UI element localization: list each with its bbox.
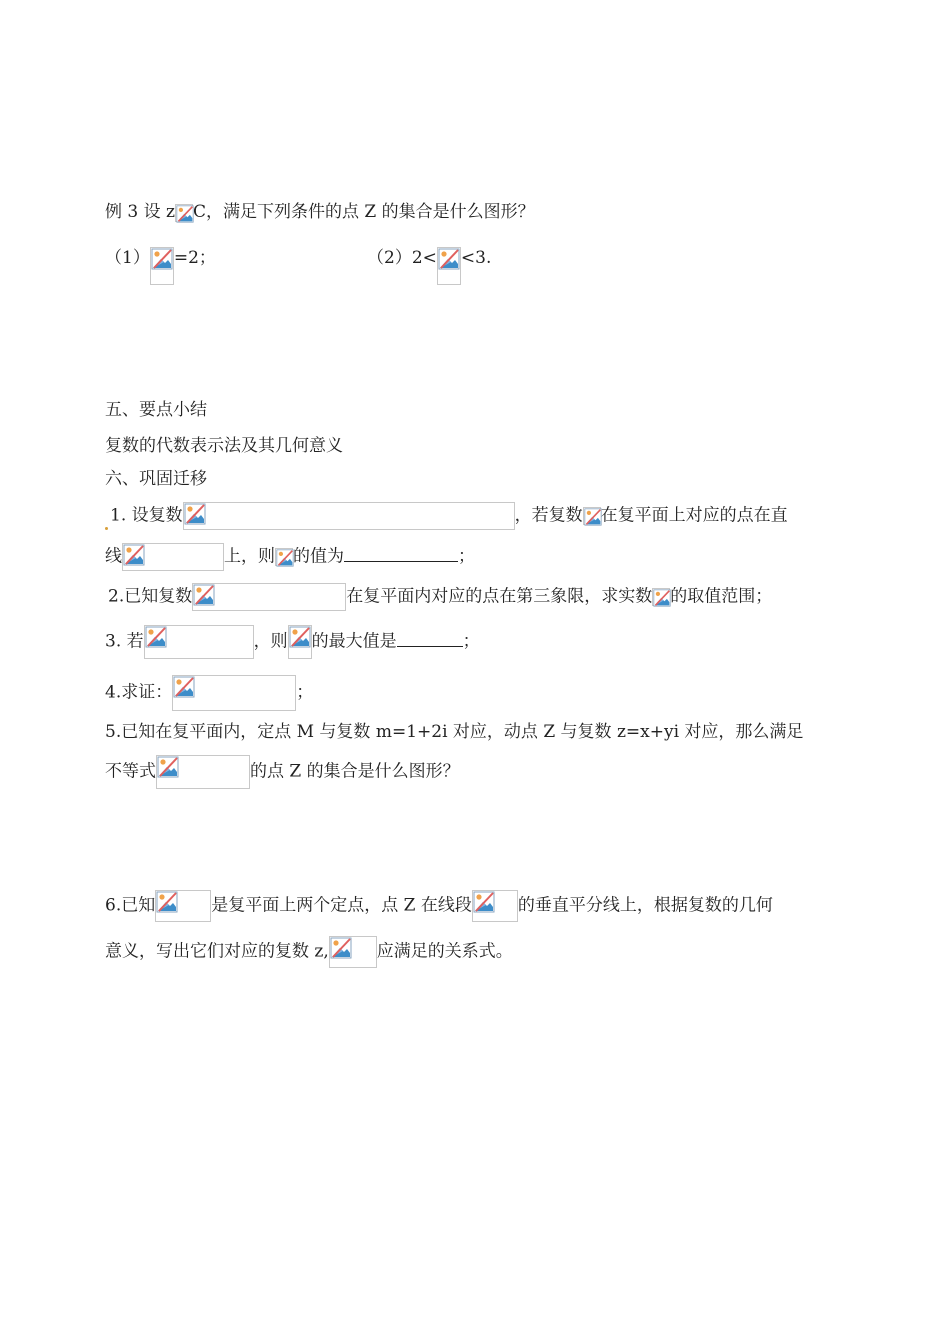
dot-mark bbox=[105, 527, 108, 530]
broken-image-icon bbox=[652, 588, 670, 606]
q5-text-b: 不等式 bbox=[105, 761, 156, 782]
q1-text-f: 的值为 bbox=[293, 546, 344, 567]
q1-text-c: 在复平面上对应的点在直 bbox=[600, 505, 788, 526]
q1-text-b: ，若复数 bbox=[514, 505, 583, 526]
q3-text-c: 的最大值是 bbox=[311, 631, 397, 652]
q3-text-b: ，则 bbox=[253, 631, 288, 652]
broken-image-icon bbox=[144, 625, 254, 659]
broken-image-icon bbox=[155, 890, 211, 922]
q2-text-b: 在复平面内对应的点在第三象限，求实数 bbox=[346, 586, 653, 607]
broken-image-icon bbox=[175, 204, 193, 222]
broken-image-icon bbox=[275, 548, 293, 566]
example3-line bbox=[105, 201, 535, 223]
q4-line bbox=[105, 675, 313, 711]
q4-text-b: ； bbox=[296, 682, 314, 703]
q6-line1 bbox=[105, 890, 773, 922]
section5-body: 复数的代数表示法及其几何意义 bbox=[105, 436, 343, 456]
example3-item1 bbox=[105, 247, 216, 285]
answer-blank bbox=[397, 632, 463, 647]
broken-image-icon bbox=[329, 936, 377, 968]
q1-text-g: ； bbox=[458, 546, 475, 567]
example3-item2 bbox=[367, 247, 491, 285]
q5-line1: 5.已知在复平面内，定点 M 与复数 m=1+2i 对应，动点 Z 与复数 z=x+yi 对应，那么满足 bbox=[105, 722, 804, 742]
q3-line bbox=[105, 625, 480, 659]
q2-text-c: 的取值范围； bbox=[670, 586, 773, 607]
q1-text-a: 1. 设复数 bbox=[110, 505, 183, 526]
example3-intro-b: C，满足下列条件的点 Z 的集合是什么图形？ bbox=[192, 202, 535, 222]
q3-text-a: 3. 若 bbox=[105, 631, 144, 652]
q3-text-d: ； bbox=[462, 631, 480, 652]
item1-text: =2； bbox=[173, 248, 216, 268]
broken-image-icon bbox=[156, 755, 250, 789]
broken-image-icon bbox=[437, 247, 461, 285]
broken-image-icon bbox=[183, 502, 515, 530]
q5-line2 bbox=[105, 755, 460, 789]
example3-intro-a: 例 3 设 z bbox=[105, 202, 175, 222]
broken-image-icon bbox=[172, 675, 296, 711]
q6-text-d: 意义，写出它们对应的复数 z, bbox=[105, 941, 329, 962]
item2-text: <3. bbox=[460, 248, 492, 268]
q4-text-a: 4.求证： bbox=[105, 682, 173, 703]
section6-heading: 六、巩固迁移 bbox=[105, 469, 207, 489]
q1-line2 bbox=[105, 543, 475, 571]
q1-line1 bbox=[105, 502, 788, 530]
q5-text-c: 的点 Z 的集合是什么图形？ bbox=[250, 761, 460, 782]
broken-image-icon bbox=[150, 247, 174, 285]
q6-text-c: 的垂直平分线上，根据复数的几何 bbox=[517, 895, 773, 916]
item1-label: （1） bbox=[105, 248, 150, 268]
q1-text-e: 上，则 bbox=[224, 546, 275, 567]
q1-text-d: 线 bbox=[105, 546, 122, 567]
q6-text-e: 应满足的关系式。 bbox=[376, 941, 513, 962]
q2-text-a: 2.已知复数 bbox=[108, 586, 193, 607]
q6-line2 bbox=[105, 936, 513, 968]
section5-heading: 五、要点小结 bbox=[105, 400, 207, 420]
broken-image-icon bbox=[288, 625, 312, 659]
broken-image-icon bbox=[472, 890, 518, 922]
answer-blank bbox=[344, 547, 458, 562]
broken-image-icon bbox=[583, 507, 601, 525]
broken-image-icon bbox=[122, 543, 224, 571]
q6-text-a: 6.已知 bbox=[105, 895, 156, 916]
q6-text-b: 是复平面上两个定点，点 Z 在线段 bbox=[211, 895, 472, 916]
item2-label: （2）2< bbox=[367, 248, 437, 268]
q2-line bbox=[108, 583, 772, 611]
broken-image-icon bbox=[192, 583, 346, 611]
